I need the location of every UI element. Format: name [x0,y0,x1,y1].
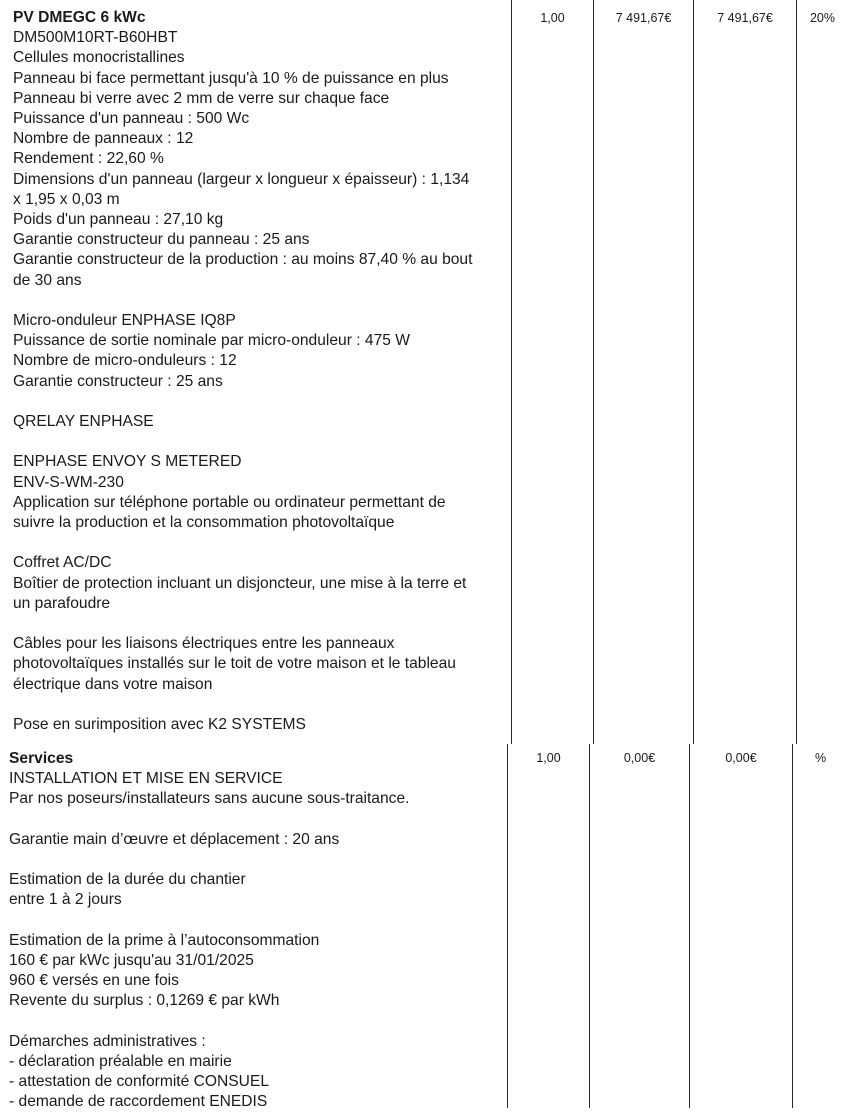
item-quantity: 1,00 [540,11,565,25]
blank-line [13,432,510,452]
description-line: Cellules monocristallines [13,49,185,67]
description-line: Garantie constructeur du panneau : 25 ans [13,231,310,249]
description-line: Nombre de panneaux : 12 [13,130,194,148]
description-line: - demande de raccordement ENEDIS [9,1093,268,1111]
description-line: ENV-S-WM-230 [13,473,124,491]
description-line: Application sur téléphone portable ou ordinateur permettant de [13,493,446,511]
description-line: Pose en surimposition avec K2 SYSTEMS [13,716,306,734]
description-line: QRELAY ENPHASE [13,413,154,431]
item-title: Services [9,750,74,767]
column-divider [511,0,512,744]
item-unit-price: 0,00€ [623,751,656,765]
blank-line [9,810,506,830]
description-line: Dimensions d'un panneau (largeur x longueur x épaisseur) : 1,134 [13,170,470,188]
description-line: un parafoudre [13,594,111,612]
description-line: Poids d'un panneau : 27,10 kg [13,211,224,229]
description-line: Garantie constructeur : 25 ans [13,372,223,390]
column-divider [689,744,690,1108]
item-unit-price: 7 491,67€ [615,11,672,25]
item-total: 0,00€ [725,751,757,765]
item-description [9,749,506,1113]
description-line: Garantie constructeur de la production : au moins 87,40 % au bout [13,251,473,269]
description-line: photovoltaïques installés sur le toit de votre maison et le tableau [13,655,456,673]
column-divider [593,0,594,744]
column-divider [589,744,590,1108]
description-line: Nombre de micro-onduleurs : 12 [13,352,237,370]
description-line: Puissance d'un panneau : 500 Wc [13,110,250,128]
description-line: x 1,95 x 0,03 m [13,190,120,208]
description-line: de 30 ans [13,271,82,289]
description-line: Panneau bi verre avec 2 mm de verre sur chaque face [13,89,390,107]
description-line: 160 € par kWc jusqu'au 31/01/2025 [9,951,254,969]
blank-line [9,1012,506,1032]
line-item-services [0,744,848,1111]
item-quantity: 1,00 [536,751,561,765]
item-total: 7 491,67€ [717,11,773,25]
column-divider [693,0,694,744]
description-line: Rendement : 22,60 % [13,150,164,168]
item-description [13,8,510,735]
description-line: DM500M10RT-B60HBT [13,29,178,47]
description-line: - attestation de conformité CONSUEL [9,1073,270,1091]
description-line: 960 € versés en une fois [9,972,179,990]
description-line: Revente du surplus : 0,1269 € par kWh [9,992,280,1010]
blank-line [13,291,510,311]
blank-line [13,533,510,553]
description-line: Puissance de sortie nominale par micro-onduleur : 475 W [13,332,410,350]
column-divider [796,0,797,744]
blank-line [9,911,506,931]
description-line: Micro-onduleur ENPHASE IQ8P [13,312,236,330]
description-line: Câbles pour les liaisons électriques entre les panneaux [13,635,395,653]
description-line: Panneau bi face permettant jusqu'à 10 % de puissance en plus [13,69,449,87]
description-line: Par nos poseurs/installateurs sans aucune sous-traitance. [9,790,410,808]
description-line: INSTALLATION ET MISE EN SERVICE [9,770,283,788]
description-line: - déclaration préalable en mairie [9,1052,232,1070]
blank-line [13,392,510,412]
description-line: entre 1 à 2 jours [9,891,122,909]
description-line: Estimation de la prime à l’autoconsommation [9,931,320,949]
description-line: Boîtier de protection incluant un disjoncteur, une mise à la terre et [13,574,467,592]
description-line: Démarches administratives : [9,1032,206,1050]
description-line: Coffret AC/DC [13,554,112,572]
column-divider [507,744,508,1108]
item-vat: 20% [809,11,836,25]
description-line: électrique dans votre maison [13,675,213,693]
description-line: Garantie main d’œuvre et déplacement : 20 ans [9,830,340,848]
column-divider [792,744,793,1108]
blank-line [13,614,510,634]
blank-line [13,695,510,715]
description-line: Estimation de la durée du chantier [9,871,246,889]
item-title: PV DMEGC 6 kWc [13,9,146,26]
description-line: ENPHASE ENVOY S METERED [13,453,242,471]
description-line: suivre la production et la consommation photovoltaïque [13,514,395,532]
item-vat: % [814,751,827,765]
blank-line [9,850,506,870]
